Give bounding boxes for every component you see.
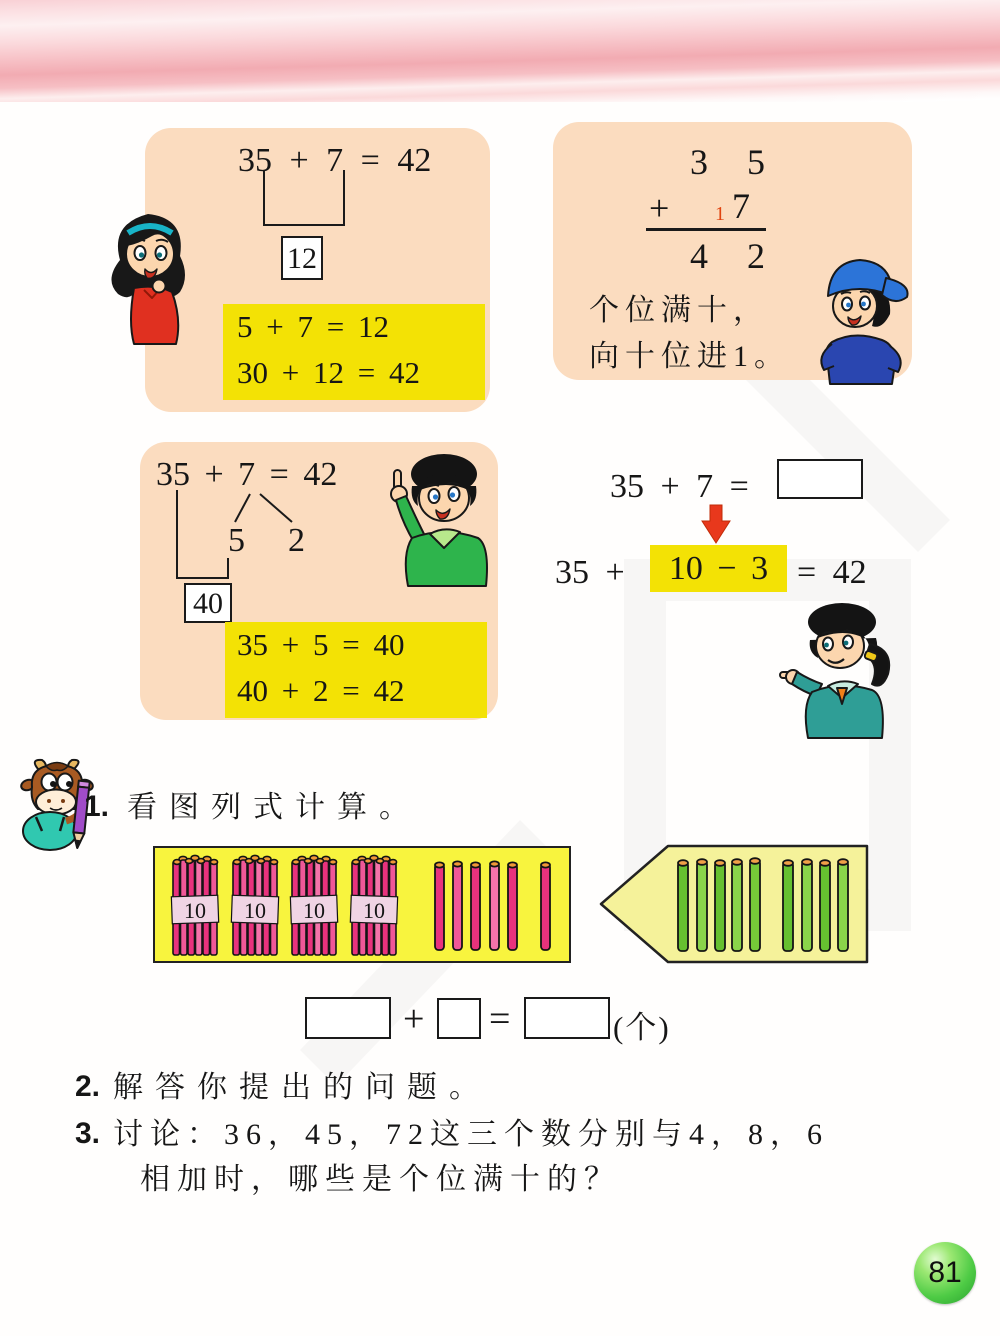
bundle-label-10: 10 <box>363 898 385 923</box>
column-top-number: 3 5 <box>690 142 780 182</box>
answer-box-sum <box>524 997 610 1039</box>
step-line-2: 40 + 2 = 42 <box>237 673 405 708</box>
split-part-5: 5 <box>228 522 245 559</box>
sticks-panel-pink <box>153 846 571 963</box>
boy-blue-cap-illustration <box>808 244 912 384</box>
banner-gradient <box>0 0 1000 102</box>
step-line-1: 5 + 7 = 12 <box>237 309 389 344</box>
split-bracket <box>263 170 345 226</box>
exercise3-text-line2: 相加时，哪些是个位满十的？ <box>140 1163 621 1196</box>
bundle-label-10: 10 <box>244 898 266 923</box>
carry-caption-line2: 向十位进1。 <box>589 340 790 373</box>
exercise3-number: 3. <box>75 1117 101 1150</box>
exercise3-text-line1: 讨论：36，45，72这三个数分别与4，8，6 <box>113 1118 829 1151</box>
round-sum-box: 40 <box>184 583 232 623</box>
bundle-label-10: 10 <box>303 898 325 923</box>
transform-highlight-10-minus-3: 10 − 3 <box>650 545 787 592</box>
plus-sign: + <box>403 998 425 1040</box>
carry-digit: 1 <box>715 203 725 225</box>
partial-sum-box: 12 <box>281 236 323 280</box>
bundle-label-10: 10 <box>184 898 206 923</box>
stick-bundle-10 <box>171 854 219 960</box>
stick-bundle-10 <box>231 854 279 960</box>
boy-green-sweater-illustration <box>378 450 510 586</box>
girl-teal-sweater-illustration <box>780 596 908 738</box>
exercise1-text: 看图列式计算。 <box>127 791 421 824</box>
arrow-panel-green-sticks <box>598 843 870 965</box>
transform-line2-prefix: 35 + <box>555 554 625 591</box>
girl-red-shirt-illustration <box>100 204 200 346</box>
addition-rule-line <box>646 228 766 231</box>
red-down-arrow-icon <box>701 504 731 544</box>
solution-steps-highlight-b <box>225 622 487 718</box>
stick-bundle-10 <box>350 854 398 960</box>
equals-sign: = <box>489 998 511 1040</box>
example-box-column-addition <box>553 122 912 380</box>
column-sum: 4 2 <box>690 236 780 276</box>
transform-line2-suffix: = 42 <box>797 554 867 591</box>
exercise1-number: 1. <box>84 790 110 823</box>
equation-35-7-42-b: 35 + 7 = 42 <box>156 456 338 493</box>
transform-line1: 35 + 7 = <box>610 468 749 505</box>
page-top-banner <box>0 0 1000 102</box>
unit-label-ge: (个) <box>613 1010 671 1045</box>
page-number-badge <box>914 1242 976 1304</box>
answer-box-second-addend <box>437 998 481 1039</box>
step-line-2: 30 + 12 = 42 <box>237 355 420 390</box>
transform-answer-box <box>777 459 863 499</box>
step-line-1: 35 + 5 = 40 <box>237 627 405 662</box>
answer-box-first-addend <box>305 997 391 1039</box>
equation-35-7-42: 35 + 7 = 42 <box>238 142 432 179</box>
example-box-split-ones <box>145 128 490 412</box>
exercise2-text: 解答你提出的问题。 <box>113 1071 491 1104</box>
example-box-split-round <box>140 442 498 720</box>
stick-bundle-10 <box>290 854 338 960</box>
page-number: 81 <box>928 1256 962 1289</box>
carry-caption-line1: 个位满十， <box>589 294 769 327</box>
exercise2-number: 2. <box>75 1070 101 1103</box>
plus-sign: + <box>649 188 670 228</box>
solution-steps-highlight <box>223 304 485 400</box>
column-addend: 7 <box>732 186 750 226</box>
split-part-2: 2 <box>288 522 305 559</box>
single-pink-sticks <box>433 860 557 954</box>
